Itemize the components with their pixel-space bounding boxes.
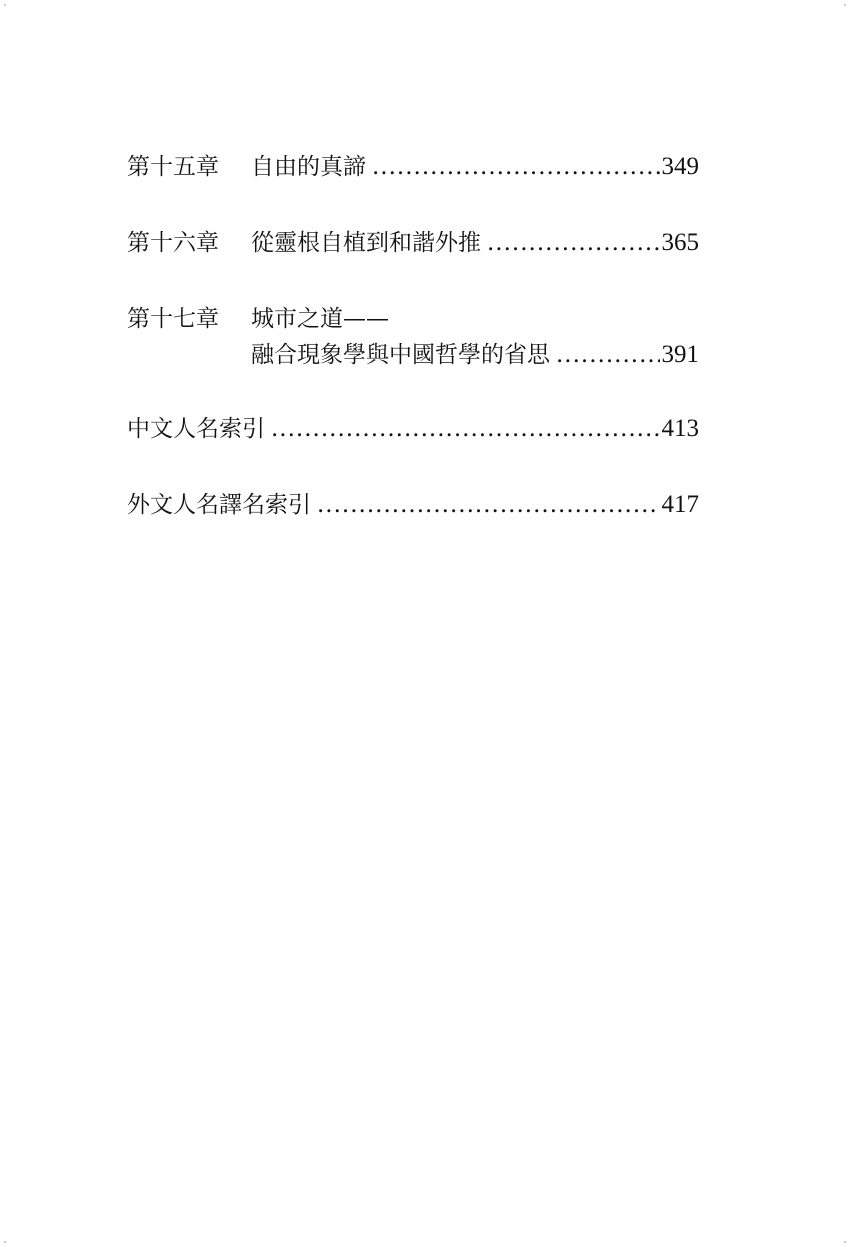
page-number: 417: [661, 491, 699, 518]
chapter-number: 第十六章: [127, 230, 219, 256]
page-number: 391: [661, 341, 699, 368]
chapter-subtitle: 融合現象學與中國哲學的省思: [251, 342, 550, 368]
toc-entry-label: [127, 226, 481, 260]
toc-entry-chapter-17-subtitle[interactable]: [127, 338, 699, 372]
section-title: 外文人名譯名索引: [127, 492, 311, 518]
page-number: 349: [661, 153, 699, 180]
page-number: 365: [661, 229, 699, 256]
toc-entry-chapter-15[interactable]: [127, 150, 699, 184]
toc-entry-label: [127, 488, 311, 522]
chapter-title: 從靈根自植到和諧外推: [251, 230, 481, 256]
chapter-title: 自由的真諦: [251, 154, 366, 180]
crop-mark-top-left: [4, 4, 6, 6]
toc-entry-label: [127, 338, 550, 372]
crop-mark-top-right: [844, 4, 846, 6]
section-title: 中文人名索引: [127, 416, 265, 442]
dot-leader: [271, 412, 660, 446]
dot-leader: [372, 150, 660, 184]
chapter-title: 城市之道——: [251, 306, 389, 332]
chapter-number: 第十五章: [127, 154, 219, 180]
page-number: 413: [661, 415, 699, 442]
toc-entry-label: [127, 150, 366, 184]
toc-entry-chinese-name-index[interactable]: [127, 412, 699, 446]
dot-leader: [487, 226, 660, 260]
toc-entry-label: [127, 302, 389, 336]
crop-mark-bottom-left: [4, 1241, 6, 1243]
toc-entry-chapter-16[interactable]: [127, 226, 699, 260]
chapter-number: 第十七章: [127, 306, 219, 332]
toc-entry-chapter-17-heading[interactable]: [127, 302, 699, 336]
toc-entry-label: [127, 412, 265, 446]
dot-leader: [556, 338, 660, 372]
toc-entry-foreign-name-index[interactable]: [127, 488, 699, 522]
dot-leader: [317, 488, 660, 522]
crop-mark-bottom-right: [844, 1241, 846, 1243]
